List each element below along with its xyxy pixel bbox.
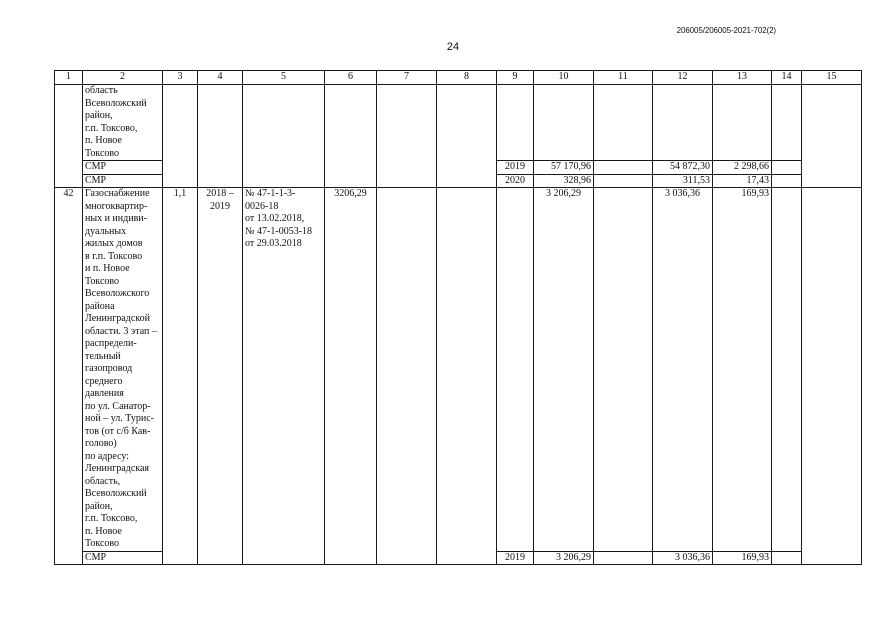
- col-header: 2: [83, 71, 163, 85]
- col-header: 7: [377, 71, 437, 85]
- work-type: СМР: [83, 551, 163, 565]
- year-cell: 2019: [497, 161, 534, 175]
- table-row: [55, 85, 862, 161]
- value-cell: 57 170,96: [534, 161, 594, 175]
- cost-cell: 3206,29: [325, 188, 377, 565]
- col-header: 6: [325, 71, 377, 85]
- col-header: 8: [437, 71, 497, 85]
- data-table: [54, 70, 862, 565]
- permit-cell: № 47-1-1-3- 0026-18 от 13.02.2018, № 47-1-0053-18 от 29.03.2018: [243, 188, 325, 565]
- capacity-cell: 1,1: [163, 188, 198, 565]
- value-cell: 169,93: [713, 188, 772, 552]
- col-header: 10: [534, 71, 594, 85]
- value-cell: 17,43: [713, 174, 772, 188]
- col-header: 4: [198, 71, 243, 85]
- value-cell: 3 036,36: [653, 551, 713, 565]
- object-description: Газоснабжение многоквартир- ных и индиви- дуальных жилых домов в г.п. Токсово и п. Новое Токсово Всеволожского района Ленинградской области. 3 этап – распредели- тельный газопровод среднего давления по ул. Санатор- ной – ул. Турис- тов (от с/б Кав- голово) по адресу: Ленинградская область, Всеволожский район, г.п. Токсово, п. Новое Токсово: [83, 188, 163, 552]
- value-cell: 3 206,29: [534, 551, 594, 565]
- value-cell: 54 872,30: [653, 161, 713, 175]
- page-number: 24: [446, 41, 460, 53]
- value-cell: 328,96: [534, 174, 594, 188]
- value-cell: 311,53: [653, 174, 713, 188]
- col-header: 14: [772, 71, 802, 85]
- value-cell: 3 036,36: [653, 188, 713, 552]
- work-type: СМР: [83, 174, 163, 188]
- row-number: 42: [55, 188, 83, 565]
- col-header: 1: [55, 71, 83, 85]
- col-header: 11: [594, 71, 653, 85]
- value-cell: 169,93: [713, 551, 772, 565]
- object-description: область Всеволожский район, г.п. Токсово, п. Новое Токсово: [83, 85, 163, 161]
- col-header: 3: [163, 71, 198, 85]
- work-type: СМР: [83, 161, 163, 175]
- period-cell: 2018 – 2019: [198, 188, 243, 565]
- col-header: 12: [653, 71, 713, 85]
- col-header: 15: [802, 71, 862, 85]
- cell-num: [55, 85, 83, 188]
- col-header: 13: [713, 71, 772, 85]
- col-header: 5: [243, 71, 325, 85]
- value-cell: 3 206,29: [534, 188, 594, 552]
- col-header: 9: [497, 71, 534, 85]
- year-cell: 2020: [497, 174, 534, 188]
- document-id: 206005/206005-2021-702(2): [676, 26, 776, 35]
- table-row: [55, 188, 862, 552]
- value-cell: 2 298,66: [713, 161, 772, 175]
- column-number-row: [55, 71, 862, 85]
- year-cell: 2019: [497, 551, 534, 565]
